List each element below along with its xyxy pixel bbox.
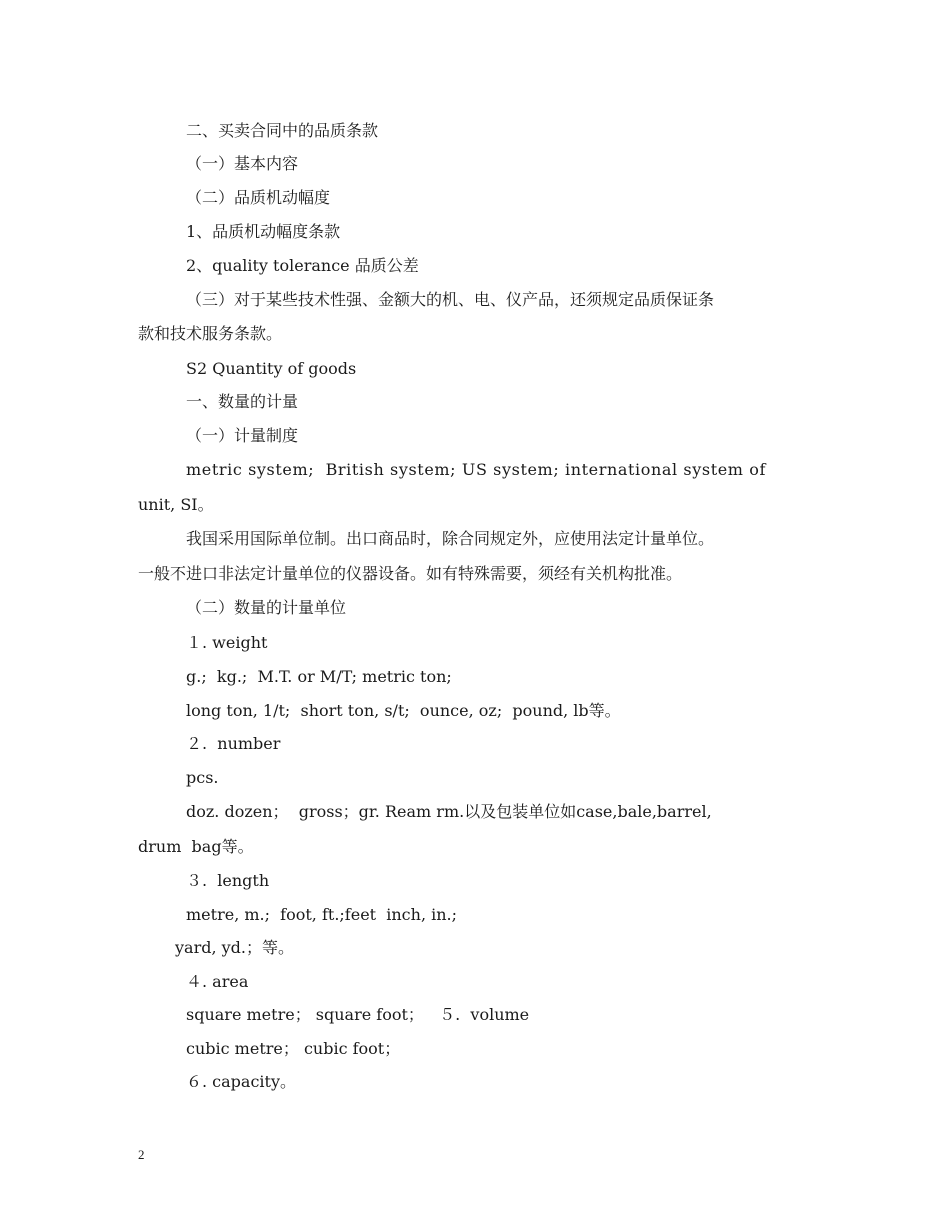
text-line: square metre； square foot； ５. volume	[186, 1005, 530, 1024]
section-heading-quality-clause: 二、买卖合同中的品质条款	[186, 121, 379, 140]
paragraph-line: drum bag等。	[138, 837, 254, 856]
paragraph-line: unit, SI。	[138, 495, 214, 514]
text-line: g.; kg.; M.T. or M/T; metric ton;	[186, 667, 452, 686]
subheading-basic-content: （一）基本内容	[186, 154, 299, 173]
list-item: ４. area	[186, 972, 249, 991]
subheading-quality-tolerance: （二）品质机动幅度	[186, 188, 331, 207]
paragraph-line: 款和技术服务条款。	[138, 324, 283, 343]
paragraph-line: metric system; British system; US system; international system of	[186, 460, 767, 479]
list-item: ２. number	[186, 734, 281, 753]
subheading-measurement: 一、数量的计量	[186, 392, 299, 411]
text-line: 2、quality tolerance 品质公差	[186, 256, 419, 275]
text-line: 1、品质机动幅度条款	[186, 222, 341, 241]
subheading-units: （二）数量的计量单位	[186, 598, 347, 617]
list-item: ６. capacity。	[186, 1072, 297, 1091]
text-line: long ton, 1/t; short ton, s/t; ounce, oz; pound, lb等。	[186, 701, 621, 720]
text-line: metre, m.; foot, ft.;feet inch, in.;	[186, 905, 458, 924]
paragraph-line: 我国采用国际单位制。出口商品时，除合同规定外，应使用法定计量单位。	[186, 529, 715, 548]
text-line: pcs.	[186, 768, 219, 787]
section-heading-quantity: S2 Quantity of goods	[186, 359, 357, 378]
text-line: cubic metre； cubic foot；	[186, 1039, 401, 1058]
page-number: 2	[138, 1147, 145, 1162]
paragraph-line: 一般不进口非法定计量单位的仪器设备。如有特殊需要，须经有关机构批准。	[138, 564, 683, 583]
text-line: yard, yd.；等。	[175, 938, 295, 957]
list-item: ３. length	[186, 871, 270, 890]
paragraph-line: （三）对于某些技术性强、金额大的机、电、仪产品，还须规定品质保证条	[186, 290, 715, 309]
subheading-measurement-system: （一）计量制度	[186, 426, 299, 445]
list-item: １. weight	[186, 633, 268, 652]
paragraph-line: doz. dozen； gross；gr. Ream rm.以及包装单位如case,bale,barrel,	[186, 802, 712, 821]
